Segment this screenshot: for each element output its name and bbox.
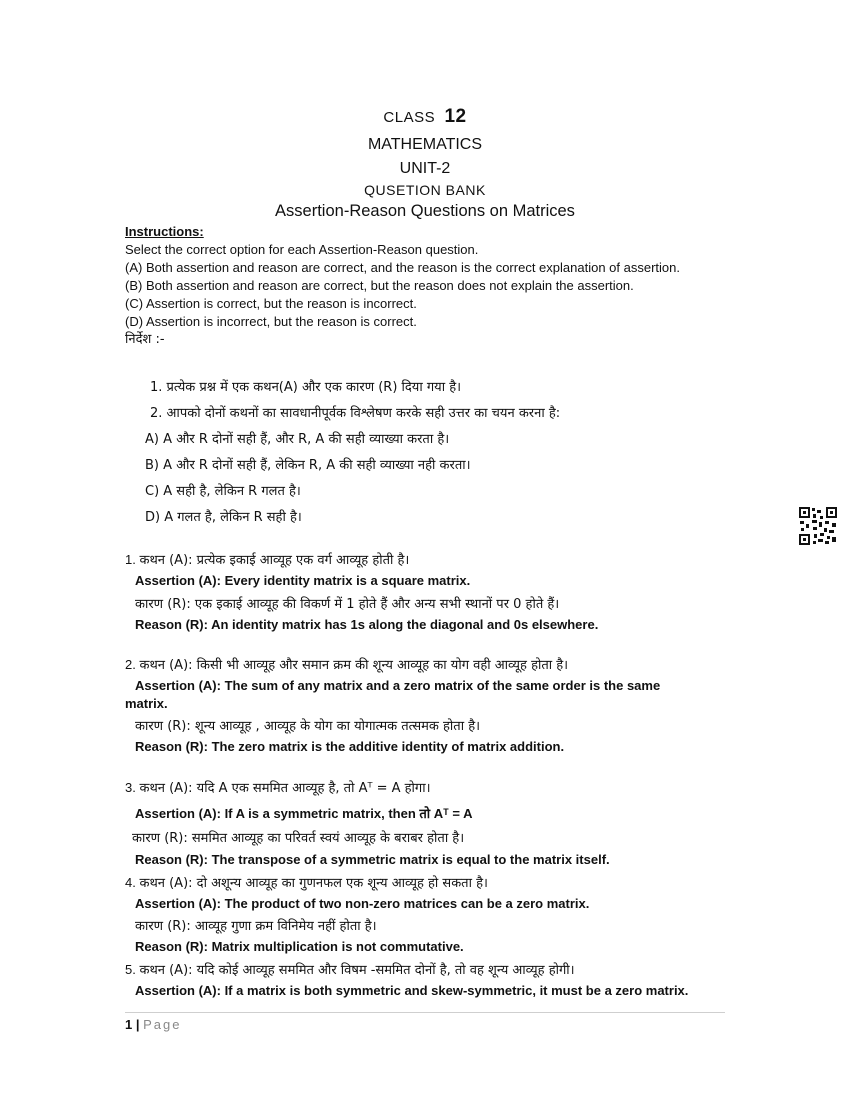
q1-eng-a-label: Assertion (A): — [135, 573, 221, 588]
q4-eng-assertion — [135, 896, 589, 911]
q4-hindi-reason — [135, 916, 377, 934]
q5-hindi-a-text: यदि कोई आव्यूह सममित और विषम -सममित दोनों है, तो वह शून्य आव्यूह होगी। — [192, 963, 575, 978]
q1-eng-r-text: An identity matrix has 1s along the diagonal and 0s elsewhere. — [207, 617, 599, 632]
q1-eng-assertion — [135, 573, 470, 588]
q1-hindi-reason — [135, 594, 559, 612]
q1-hindi-a-label: कथन (A): — [139, 553, 193, 568]
q3-eng-reason — [135, 852, 610, 867]
q2-eng-a-text: The sum of any matrix and a zero matrix of the same order is the same — [220, 678, 661, 693]
q4-eng-r-label: Reason (R): — [135, 939, 208, 954]
q3-hindi-assertion — [125, 778, 431, 796]
page-word: Page — [143, 1017, 182, 1032]
q5-eng-a-text: If a matrix is both symmetric and skew-symmetric, it must be a zero matrix. — [220, 983, 689, 998]
unit-heading: UNIT-2 — [399, 160, 451, 177]
q3-hindi-reason — [132, 828, 464, 846]
q2-hindi-r-text: शून्य आव्यूह , आव्यूह के योग का योगात्मक तत्समक होता है। — [190, 719, 481, 734]
q4-eng-reason — [135, 939, 464, 954]
q3-hindi-r-text: सममित आव्यूह का परिवर्त स्वयं आव्यूह के बराबर होता है। — [187, 831, 465, 846]
q3-hindi-a-label: कथन (A): — [139, 781, 193, 796]
instructions-intro: Select the correct option for each Assertion-Reason question. — [125, 242, 479, 257]
q3-number: 3. — [125, 780, 136, 795]
instructions-block — [125, 223, 725, 349]
instruction-option-d: (D) Assertion is incorrect, but the reason is correct. — [125, 314, 417, 329]
qr-code-icon — [798, 506, 838, 546]
q4-number: 4. — [125, 875, 136, 890]
q5-number: 5. — [125, 962, 136, 977]
q5-eng-assertion — [135, 983, 688, 998]
q1-hindi-assertion — [125, 550, 409, 568]
q2-hindi-assertion — [125, 655, 568, 673]
bank-heading: QUSETION BANK — [364, 182, 486, 198]
instruction-option-c: (C) Assertion is correct, but the reason is incorrect. — [125, 296, 417, 311]
q1-hindi-a-text: प्रत्येक इकाई आव्यूह एक वर्ग आव्यूह होती है। — [192, 553, 410, 568]
q4-hindi-assertion — [125, 873, 488, 891]
hindi-instructions-heading: निर्देश :- — [125, 332, 165, 347]
q1-hindi-r-text: एक इकाई आव्यूह की विकर्ण में 1 होते हैं और अन्य सभी स्थानों पर 0 होते हैं। — [190, 597, 560, 612]
q5-hindi-a-label: कथन (A): — [139, 963, 193, 978]
q2-eng-r-text: The zero matrix is the additive identity of matrix addition. — [207, 739, 565, 754]
q2-hindi-r-label: कारण (R): — [135, 719, 191, 734]
instruction-option-b: (B) Both assertion and reason are correct, but the reason does not explain the assertion. — [125, 278, 634, 293]
class-number: 12 — [444, 106, 467, 127]
q4-hindi-r-label: कारण (R): — [135, 919, 191, 934]
footer-separator: | — [132, 1017, 144, 1032]
page-title: Assertion-Reason Questions on Matrices — [275, 202, 575, 220]
hindi-option-a: A) A और R दोनों सही हैं, और R, A की सही व्याख्या करता है। — [145, 432, 450, 447]
q3-eng-r-text: The transpose of a symmetric matrix is equal to the matrix itself. — [207, 852, 610, 867]
q3-hindi-r-label: कारण (R): — [132, 831, 188, 846]
subject-heading: MATHEMATICS — [367, 136, 483, 153]
q2-eng-assertion — [135, 678, 660, 693]
q5-hindi-assertion — [125, 960, 575, 978]
q2-number: 2. — [125, 657, 136, 672]
q1-number: 1. — [125, 552, 136, 567]
instruction-option-a: (A) Both assertion and reason are correct, and the reason is the correct explanation of assertion. — [125, 260, 680, 275]
q1-hindi-r-label: कारण (R): — [135, 597, 191, 612]
q1-eng-a-text: Every identity matrix is a square matrix. — [220, 573, 471, 588]
q2-hindi-reason — [135, 716, 480, 734]
q4-hindi-a-text: दो अशून्य आव्यूह का गुणनफल एक शून्य आव्यूह हो सकता है। — [192, 876, 488, 891]
q5-eng-a-label: Assertion (A): — [135, 983, 221, 998]
q1-eng-reason — [135, 617, 598, 632]
q2-hindi-a-text: किसी भी आव्यूह और समान क्रम की शून्य आव्यूह का योग वही आव्यूह होता है। — [192, 658, 569, 673]
q2-hindi-a-label: कथन (A): — [139, 658, 193, 673]
q2-eng-r-label: Reason (R): — [135, 739, 208, 754]
hindi-point-2: 2. आपको दोनों कथनों का सावधानीपूर्वक विश्लेषण करके सही उत्तर का चयन करना है: — [150, 406, 561, 421]
q1-eng-r-label: Reason (R): — [135, 617, 208, 632]
page-number: 1 — [125, 1017, 133, 1032]
q4-hindi-r-text: आव्यूह गुणा क्रम विनिमेय नहीं होता है। — [190, 919, 377, 934]
q4-eng-r-text: Matrix multiplication is not commutative. — [207, 939, 464, 954]
q2-eng-assertion-cont: matrix. — [125, 696, 168, 711]
class-heading — [0, 106, 850, 128]
page-footer — [125, 1017, 181, 1032]
q4-eng-a-label: Assertion (A): — [135, 896, 221, 911]
hindi-point-1: 1. प्रत्येक प्रश्न में एक कथन(A) और एक कारण (R) दिया गया है। — [150, 380, 462, 395]
q3-hindi-a-text: यदि A एक सममित आव्यूह है, तो Aᵀ = A होगा। — [192, 781, 431, 796]
q3-eng-a-text: If A is a symmetric matrix, then तो Aᵀ = A — [220, 806, 473, 821]
hindi-option-d: D) A गलत है, लेकिन R सही है। — [145, 510, 302, 525]
q3-eng-a-label: Assertion (A): — [135, 806, 221, 821]
hindi-option-b: B) A और R दोनों सही हैं, लेकिन R, A की सही व्याख्या नही करता। — [145, 458, 471, 473]
q2-eng-reason — [135, 739, 564, 754]
class-label: CLASS — [383, 109, 436, 126]
q3-eng-r-label: Reason (R): — [135, 852, 208, 867]
q4-eng-a-text: The product of two non-zero matrices can be a zero matrix. — [220, 896, 590, 911]
hindi-option-c: C) A सही है, लेकिन R गलत है। — [145, 484, 301, 499]
q4-hindi-a-label: कथन (A): — [139, 876, 193, 891]
footer-divider — [125, 1012, 725, 1013]
instructions-heading: Instructions: — [125, 224, 204, 239]
q3-eng-assertion — [135, 804, 473, 822]
q2-eng-a-label: Assertion (A): — [135, 678, 221, 693]
